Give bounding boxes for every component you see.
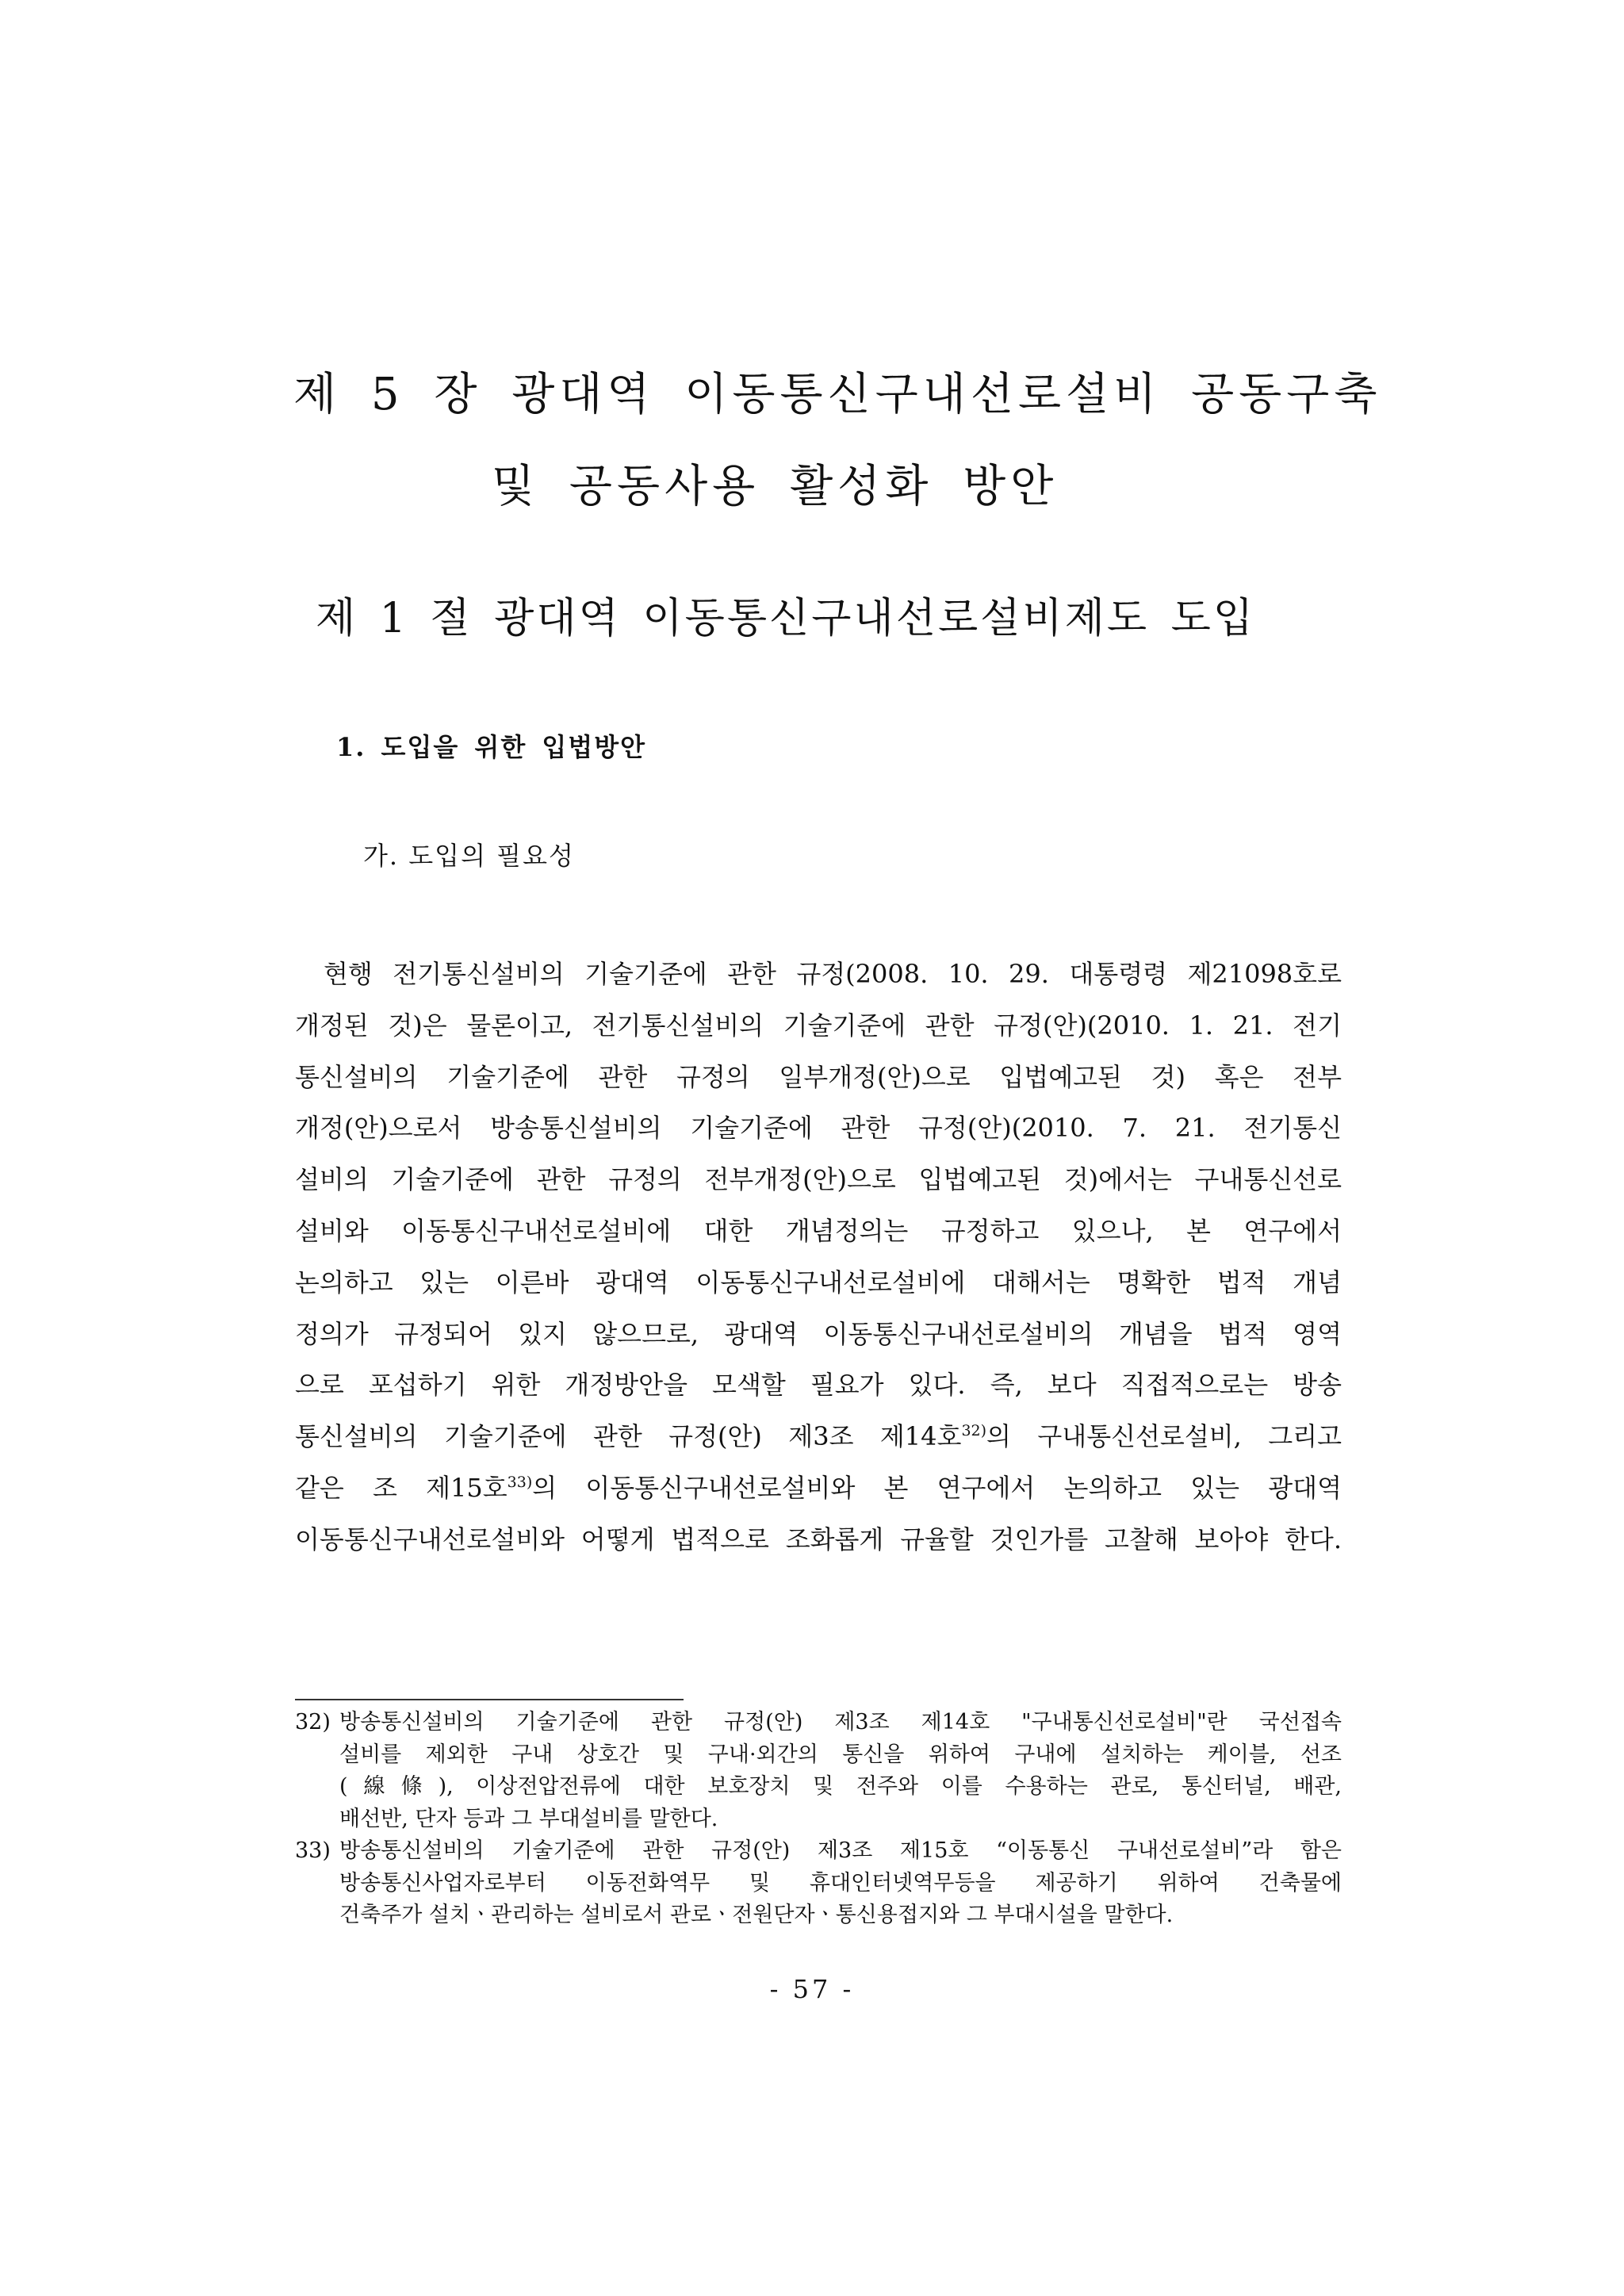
body-line: 논의하고 있는 이른바 광대역 이동통신구내선로설비에 대해서는 명확한 법적 개념 [295, 1267, 1342, 1297]
body-line-text: 의 이동통신구내선로설비와 본 연구에서 논의하고 있는 광대역 [532, 1472, 1342, 1503]
body-line: 이동통신구내선로설비와 어떻게 법적으로 조화롭게 규율할 것인가를 고찰해 보아야 한다. [295, 1524, 1342, 1554]
body-line: 설비의 기술기준에 관한 규정의 전부개정(안)으로 입법예고된 것)에서는 구내통신선로 [295, 1164, 1342, 1195]
footnote-line: 방송통신설비의 기술기준에 관한 규정(안) 제3조 제15호 “이동통신 구내선로설비”라 함은 [339, 1838, 1342, 1863]
chapter-title [293, 349, 1382, 533]
chapter-title-line-1: 제 5 장 광대역 이동통신구내선로설비 공동구축 [293, 369, 1382, 420]
body-line [295, 1462, 1342, 1514]
chapter-title-line-2: 및 공동사용 활성화 방안 [492, 461, 1059, 512]
footnote-number: 32) [295, 1710, 331, 1734]
body-line: 설비와 이동통신구내선로설비에 대한 개념정의는 규정하고 있으나, 본 연구에서 [295, 1215, 1342, 1246]
body-line: 현행 전기통신설비의 기술기준에 관한 규정(2008. 10. 29. 대통령령 제21098호로 [324, 959, 1342, 989]
footnote-33 [295, 1835, 1342, 1932]
footnote-line: (線條), 이상전압전류에 대한 보호장치 및 전주와 이를 수용하는 관로, 통신터널, 배관, [339, 1774, 1342, 1799]
body-line-text: 통신설비의 기술기준에 관한 규정(안) 제3조 제14호 [295, 1421, 962, 1452]
body-line: 개정(안)으로서 방송통신설비의 기술기준에 관한 규정(안)(2010. 7. 21. 전기통신 [295, 1113, 1342, 1144]
section-title: 제 1 절 광대역 이동통신구내선로설비제도 도입 [316, 595, 1256, 642]
footnote-reference-33[interactable]: 33) [507, 1473, 533, 1491]
body-line [295, 1411, 1342, 1462]
footnote-reference-32[interactable]: 32) [961, 1422, 987, 1440]
footnote-line: 배선반, 단자 등과 그 부대설비를 말한다. [339, 1806, 718, 1831]
body-line: 통신설비의 기술기준에 관한 규정의 일부개정(안)으로 입법예고된 것) 혹은 전부 [295, 1061, 1342, 1092]
body-line: 으로 포섭하기 위한 개정방안을 모색할 필요가 있다. 즉, 보다 직접적으로는 방송 [295, 1370, 1342, 1401]
body-line-text: 의 구내통신선로설비, 그리고 [986, 1421, 1342, 1452]
body-line: 정의가 규정되어 있지 않으므로, 광대역 이동통신구내선로설비의 개념을 법적 영역 [295, 1318, 1342, 1349]
body-line-text: 같은 조 제15호 [295, 1472, 508, 1503]
footnote-32 [295, 1707, 1342, 1835]
item-title: 가. 도입의 필요성 [363, 841, 575, 871]
page-number: - 57 - [769, 1974, 855, 2004]
footnote-line: 방송통신설비의 기술기준에 관한 규정(안) 제3조 제14호 "구내통신선로설비"란 국선접속 [339, 1710, 1342, 1734]
footnote-number: 33) [295, 1838, 331, 1863]
footnote-divider [295, 1699, 684, 1700]
subsection-title: 1. 도입을 위한 입법방안 [336, 732, 647, 762]
body-paragraph [295, 949, 1342, 1566]
footnotes [295, 1707, 1342, 1932]
footnote-line: 설비를 제외한 구내 상호간 및 구내·외간의 통신을 위하여 구내에 설치하는 케이블, 선조 [339, 1742, 1342, 1767]
footnote-line: 방송통신사업자로부터 이동전화역무 및 휴대인터넷역무등을 제공하기 위하여 건축물에 [339, 1870, 1342, 1895]
footnote-line: 건축주가 설치ㆍ관리하는 설비로서 관로ㆍ전원단자ㆍ통신용접지와 그 부대시설을 말한다. [339, 1903, 1174, 1927]
body-line: 개정된 것)은 물론이고, 전기통신설비의 기술기준에 관한 규정(안)(2010. 1. 21. 전기 [295, 1010, 1342, 1041]
